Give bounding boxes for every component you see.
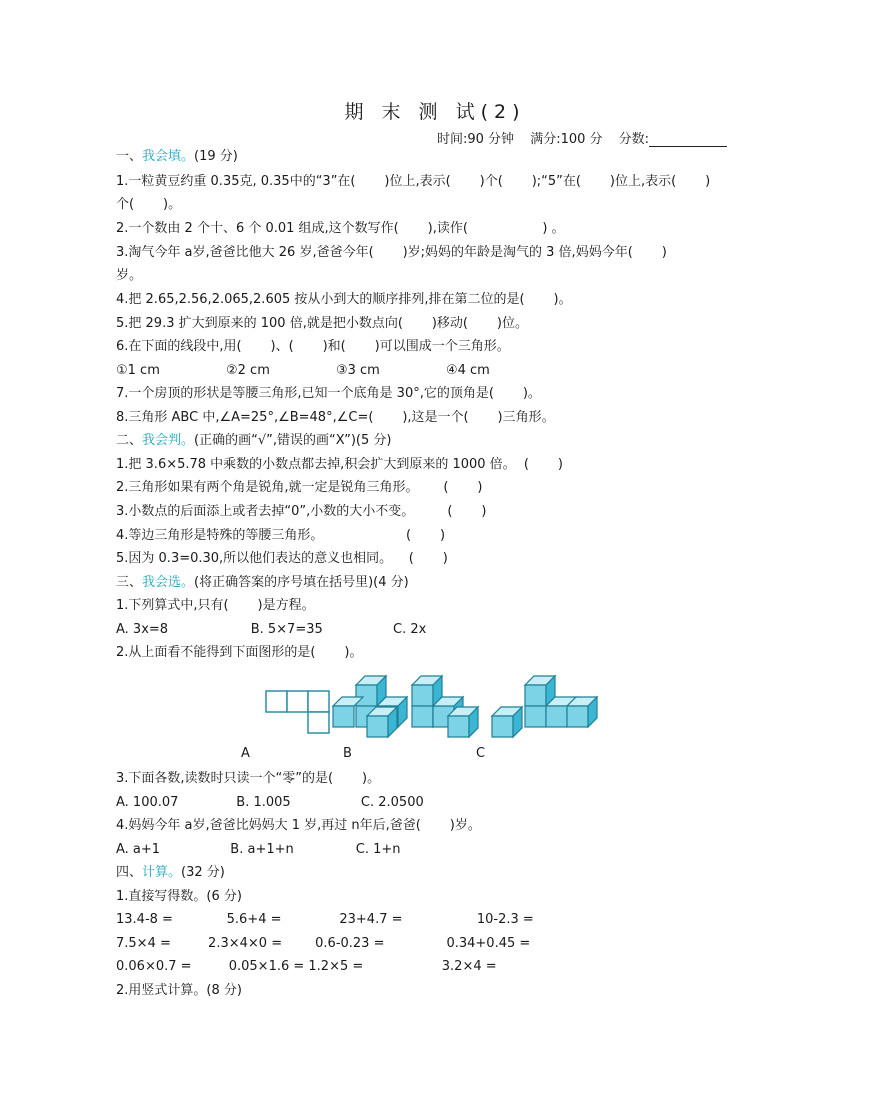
judge-3: 3.小数点的后面添上或者去掉“0”,小数的大小不变。 ( )	[116, 504, 487, 519]
question-4: 4.把 2.65,2.56,2.065,2.605 按从小到大的顺序排列,排在第二位的是( )。	[116, 292, 572, 307]
section-heading-4: 四、计算。(32 分)	[116, 865, 225, 880]
figure-b-cubes	[333, 676, 407, 737]
calc-1-heading: 1.直接写得数。(6 分)	[116, 889, 242, 904]
calc-row-3: 0.06×0.7 = 0.05×1.6 = 1.2×5 = 3.2×4 =	[116, 959, 497, 974]
section-heading-3: 三、我会选。(将正确答案的序号填在括号里)(4 分)	[116, 575, 409, 590]
question-1-line-2: 个( )。	[116, 197, 182, 212]
section-heading-2: 二、我会判。(正确的画“√”,错误的画“X”)(5 分)	[116, 433, 392, 448]
time-label: 时间:90 分钟	[437, 132, 515, 147]
question-1-line-1: 1.一粒黄豆约重 0.35克, 0.35中的“3”在( )位上,表示( )个( );“5”在( )位上,表示( )	[116, 174, 711, 189]
judge-4: 4.等边三角形是特殊的等腰三角形。 ( )	[116, 528, 446, 543]
calc-row-1: 13.4-8 = 5.6+4 = 23+4.7 = 10-2.3 =	[116, 912, 534, 927]
question-8: 8.三角形 ABC 中,∠A=25°,∠B=48°,∠C=( ),这是一个( )三角形。	[116, 410, 555, 425]
figure-c-cubes	[412, 676, 478, 737]
judge-1: 1.把 3.6×5.78 中乘数的小数点都去掉,积会扩大到原来的 1000 倍。 ( )	[116, 457, 563, 472]
figure-label-a: A	[241, 746, 250, 761]
choice-2: 2.从上面看不能得到下面图形的是( )。	[116, 645, 363, 660]
exam-meta	[437, 128, 727, 147]
choice-4-options: A. a+1 B. a+1+n C. 1+n	[116, 842, 401, 857]
question-3-line-2: 岁。	[116, 268, 143, 283]
figure-d-cubes	[492, 676, 597, 737]
choice-4: 4.妈妈今年 a岁,爸爸比妈妈大 1 岁,再过 n年后,爸爸( )岁。	[116, 818, 481, 833]
choice-1: 1.下列算式中,只有( )是方程。	[116, 598, 315, 613]
score-blank[interactable]	[649, 132, 727, 147]
judge-5: 5.因为 0.3=0.30,所以他们表达的意义也相同。 ( )	[116, 551, 448, 566]
full-score-label: 满分:100 分	[530, 132, 603, 147]
choice-3-options: A. 100.07 B. 1.005 C. 2.0500	[116, 795, 424, 810]
figure-label-b: B	[343, 746, 352, 761]
question-6-options: ①1 cm ②2 cm ③3 cm ④4 cm	[116, 363, 490, 378]
cube-figures	[260, 665, 610, 740]
question-3-line-1: 3.淘气今年 a岁,爸爸比他大 26 岁,爸爸今年( )岁;妈妈的年龄是淘气的 3 倍,妈妈今年( )	[116, 245, 667, 260]
figure-label-c: C	[476, 746, 486, 761]
question-5: 5.把 29.3 扩大到原来的 100 倍,就是把小数点向( )移动( )位。	[116, 316, 528, 331]
choice-3: 3.下面各数,读数时只读一个“零”的是( )。	[116, 771, 381, 786]
choice-1-options: A. 3x=8 B. 5×7=35 C. 2x	[116, 622, 427, 637]
question-7: 7.一个房顶的形状是等腰三角形,已知一个底角是 30°,它的顶角是( )。	[116, 386, 541, 401]
figure-a-top-view	[266, 691, 329, 733]
question-6: 6.在下面的线段中,用( )、( )和( )可以围成一个三角形。	[116, 339, 510, 354]
page-title: 期 末 测 试(2)	[344, 101, 526, 123]
section-heading-1: 一、我会填。(19 分)	[116, 149, 238, 164]
score-label: 分数:	[618, 132, 650, 147]
calc-row-2: 7.5×4 = 2.3×4×0 = 0.6-0.23 = 0.34+0.45 =	[116, 936, 531, 951]
calc-2-heading: 2.用竖式计算。(8 分)	[116, 983, 242, 998]
question-2: 2.一个数由 2 个十、6 个 0.01 组成,这个数写作( ),读作( ) 。	[116, 221, 565, 236]
judge-2: 2.三角形如果有两个角是锐角,就一定是锐角三角形。 ( )	[116, 480, 483, 495]
